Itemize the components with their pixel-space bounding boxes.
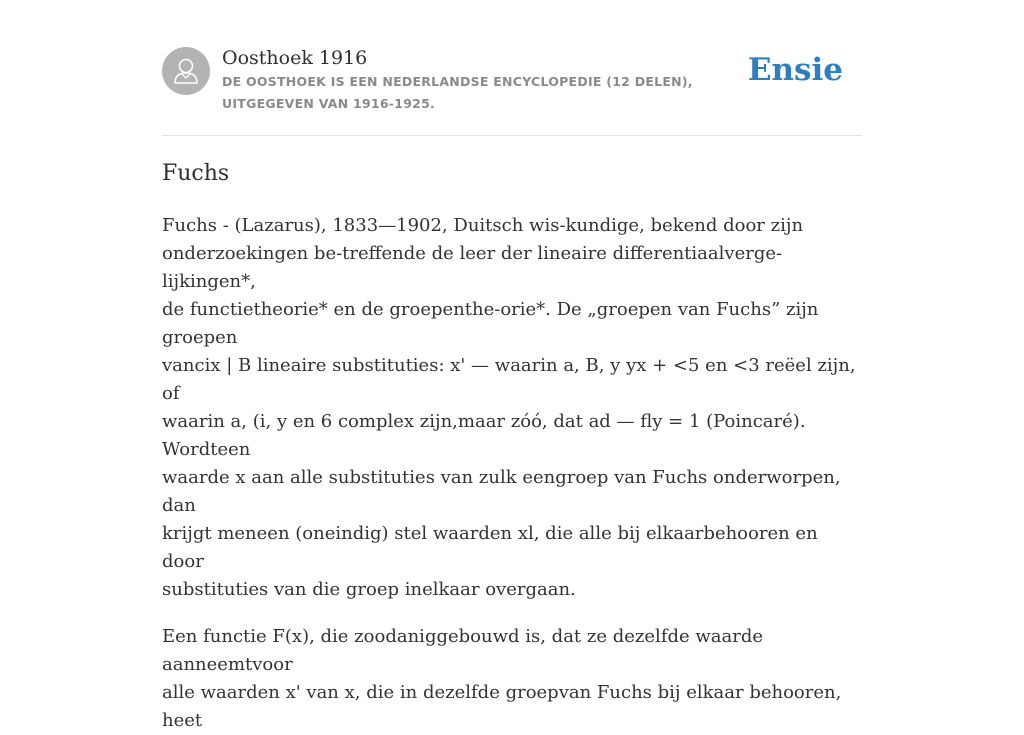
source-description: DE OOSTHOEK IS EEN NEDERLANDSE ENCYCLOPEDIE (12 DELEN), UITGEGEVEN VAN 1916-1925. (222, 74, 693, 111)
source-title[interactable]: Oosthoek 1916 (222, 47, 368, 69)
brand-logo[interactable]: Ensie (747, 52, 843, 88)
article-paragraph: Een functie F(x), die zoodaniggebouwd is, dat ze dezelfde waarde aanneemtvoor alle waarden x' van x, die in dezelfde groepvan Fuchs bij elkaar behooren, heet (162, 626, 842, 731)
user-icon (162, 47, 210, 95)
article-title: Fuchs (162, 161, 230, 186)
article (162, 157, 862, 735)
source-header (162, 40, 862, 136)
source-avatar[interactable] (162, 47, 210, 95)
article-paragraph: Fuchs - (Lazarus), 1833—1902, Duitsch wis-kundige, bekend door zijn onderzoekingen be-treffende de leer der lineaire differentiaalverge-lijkingen*, de functietheorie* en de groepenthe-orie*. De „groepen van Fuchs” zijn groepen vancix | B lineaire substituties: x' — waarin a, B, y yx + <5 en <3 reëel zijn, of waarin a, (i, y en 6 complex zijn,maar zóó, dat ad — fly = 1 (Poincaré). Wordteen waarde x aan alle substituties van zulk eengroep van Fuchs onderworpen, dan krijgt meneen (oneindig) stel waarden xl, die alle bij elkaarbehooren en door substituties van die groep inelkaar overgaan. (162, 215, 856, 600)
